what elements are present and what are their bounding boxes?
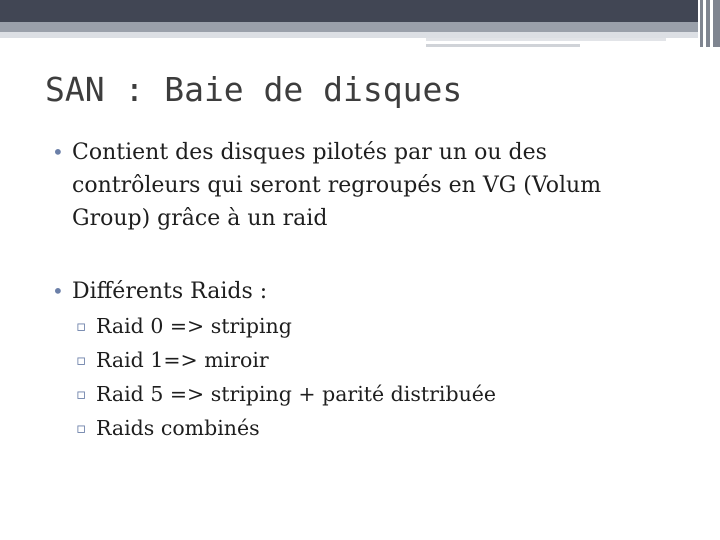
header-corner-stripe <box>710 0 713 47</box>
bullet-marker: • <box>52 279 64 303</box>
sub-bullet-marker: ▫ <box>76 385 87 403</box>
bullet-text: Contient des disques pilotés par un ou des contrôleurs qui seront regroupés en VG (Volum Group) grâce à un raid <box>72 140 602 231</box>
header-accent-line-1 <box>426 38 666 41</box>
sub-bullet-marker: ▫ <box>76 317 87 335</box>
header-bar-mid <box>0 22 698 32</box>
sub-bullet-text: Raid 5 => striping + parité distribuée <box>96 382 497 406</box>
header-bar-dark <box>0 0 698 22</box>
sub-bullet-text: Raids combinés <box>96 416 260 440</box>
sub-bullet-marker: ▫ <box>76 419 87 437</box>
sub-bullet-text: Raid 1=> miroir <box>96 348 269 372</box>
header-accent-line-2 <box>426 44 580 47</box>
header-corner-stripe <box>703 0 706 47</box>
sub-bullet-text: Raid 0 => striping <box>96 314 292 338</box>
sub-bullet-marker: ▫ <box>76 351 87 369</box>
bullet-text: Différents Raids : <box>72 279 268 304</box>
slide-title: SAN : Baie de disques <box>45 70 463 109</box>
bullet-marker: • <box>52 140 64 164</box>
